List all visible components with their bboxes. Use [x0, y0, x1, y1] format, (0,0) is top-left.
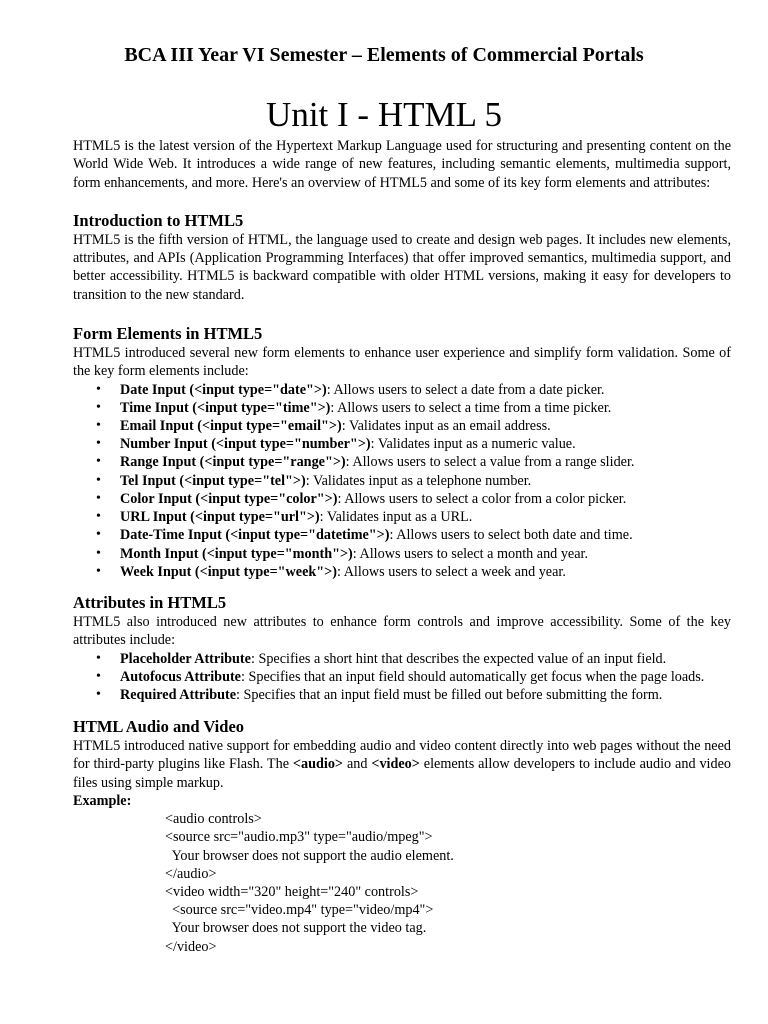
list-item-description: : Validates input as a URL.	[319, 509, 473, 526]
bullet-icon: •	[96, 527, 101, 543]
section-heading-attributes: Attributes in HTML5	[73, 592, 227, 612]
form-element-item	[73, 453, 731, 471]
list-item-term: Date Input (<input type="date">)	[120, 381, 327, 398]
unit-title: Unit I - HTML 5	[266, 95, 502, 134]
list-item-term: Tel Input (<input type="tel">)	[120, 472, 306, 489]
form-element-item	[73, 490, 731, 508]
form-element-item	[73, 435, 731, 453]
bullet-icon: •	[96, 399, 101, 415]
bullet-icon: •	[96, 454, 101, 470]
bullet-icon: •	[96, 668, 101, 684]
list-item-description: : Allows users to select a date from a date picker.	[326, 381, 605, 398]
document-body	[73, 137, 731, 956]
list-item-term: URL Input (<input type="url">)	[120, 509, 320, 526]
audio-tag-text: <audio>	[292, 756, 344, 773]
video-tag-text: <video>	[371, 756, 420, 773]
list-item-description: : Validates input as a telephone number.	[305, 472, 532, 489]
code-line: Your browser does not support the audio element.	[165, 847, 454, 864]
list-item-term: Month Input (<input type="month">)	[120, 545, 353, 562]
list-item-term: Placeholder Attribute	[120, 650, 251, 667]
list-item-term: Week Input (<input type="week">)	[120, 563, 337, 580]
form-element-item	[73, 545, 731, 563]
list-item-term: Range Input (<input type="range">)	[120, 454, 346, 471]
list-item-description: : Allows users to select both date and time.	[389, 527, 633, 544]
list-item-term: Number Input (<input type="number">)	[120, 436, 371, 453]
form-elements-list	[73, 381, 731, 581]
code-line: <source src="audio.mp3" type="audio/mpeg">	[165, 829, 433, 846]
list-item-term: Date-Time Input (<input type="datetime">)	[120, 527, 390, 544]
section-heading-audio-video: HTML Audio and Video	[73, 717, 245, 737]
audio-video-text-1: HTML5 introduced native support for embedding audio and video content directly into web pages without the need for third-party plugins like Flash. The	[73, 738, 731, 773]
bullet-icon: •	[96, 545, 101, 561]
code-line: Your browser does not support the video tag.	[165, 920, 427, 937]
attribute-item	[73, 668, 731, 686]
form-elements-paragraph: HTML5 introduced several new form elements to enhance user experience and simplify form validation. Some of the key form elements include:	[73, 345, 731, 380]
list-item-description: : Allows users to select a week and year.	[336, 563, 566, 580]
audio-video-paragraph	[73, 737, 731, 792]
list-item-term: Email Input (<input type="email">)	[120, 418, 342, 435]
list-item-description: : Validates input as an email address.	[341, 418, 551, 435]
audio-video-text-3: elements allow developers to include audio and video files using simple markup.	[73, 756, 731, 791]
form-element-item	[73, 381, 731, 399]
form-element-item	[73, 399, 731, 417]
list-item-description: : Allows users to select a value from a range slider.	[345, 454, 635, 471]
form-element-item	[73, 526, 731, 544]
bullet-icon: •	[96, 472, 101, 488]
example-label: Example:	[73, 793, 132, 809]
form-element-item	[73, 508, 731, 526]
code-line: </video>	[165, 938, 217, 955]
bullet-icon: •	[96, 650, 101, 666]
list-item-term: Color Input (<input type="color">)	[120, 490, 338, 507]
list-item-term: Time Input (<input type="time">)	[120, 399, 331, 416]
attributes-list	[73, 650, 731, 705]
bullet-icon: •	[96, 436, 101, 452]
bullet-icon: •	[96, 509, 101, 525]
list-item-description: : Validates input as a numeric value.	[370, 436, 576, 453]
introduction-paragraph: HTML5 is the fifth version of HTML, the language used to create and design web pages. It includes new elements, attributes, and APIs (Application Programming Interfaces) that offer improved semantics, multimedia support, and better accessibility. HTML5 is backward compatible with older HTML versions, making it easy for developers to transition to the new standard.	[73, 231, 731, 303]
section-heading-introduction: Introduction to HTML5	[73, 210, 244, 230]
attribute-item	[73, 686, 731, 704]
attribute-item	[73, 650, 731, 668]
audio-video-text-2: and	[343, 756, 372, 773]
code-example	[73, 810, 731, 956]
section-heading-form-elements: Form Elements in HTML5	[73, 324, 263, 344]
code-line: <audio controls>	[165, 811, 262, 828]
list-item-description: : Allows users to select a color from a color picker.	[337, 490, 627, 507]
form-element-item	[73, 563, 731, 581]
form-element-item	[73, 417, 731, 435]
bullet-icon: •	[96, 490, 101, 506]
form-element-item	[73, 472, 731, 490]
code-line: </audio>	[165, 865, 217, 882]
code-line: <source src="video.mp4" type="video/mp4">	[165, 902, 434, 919]
list-item-description: : Allows users to select a time from a time picker.	[330, 399, 612, 416]
attributes-paragraph: HTML5 also introduced new attributes to enhance form controls and improve accessibility. Some of the key attributes include:	[73, 613, 731, 649]
list-item-term: Required Attribute	[120, 686, 236, 703]
list-item-description: : Specifies a short hint that describes the expected value of an input field.	[250, 650, 667, 667]
list-item-description: : Specifies that an input field must be filled out before submitting the form.	[236, 686, 663, 703]
page-header: BCA III Year VI Semester – Elements of Commercial Portals	[124, 44, 644, 66]
bullet-icon: •	[96, 418, 101, 434]
bullet-icon: •	[96, 563, 101, 579]
list-item-description: : Specifies that an input field should automatically get focus when the page loads.	[240, 668, 705, 685]
list-item-description: : Allows users to select a month and year.	[352, 545, 588, 562]
bullet-icon: •	[96, 381, 101, 397]
code-line: <video width="320" height="240" controls>	[165, 884, 419, 901]
intro-paragraph: HTML5 is the latest version of the Hypertext Markup Language used for structuring and presenting content on the World Wide Web. It introduces a wide range of new features, including semantic elements, multimedia support, form enhancements, and more. Here's an overview of HTML5 and some of its key form elements and attributes:	[73, 138, 731, 191]
bullet-icon: •	[96, 686, 101, 702]
list-item-term: Autofocus Attribute	[120, 668, 241, 685]
